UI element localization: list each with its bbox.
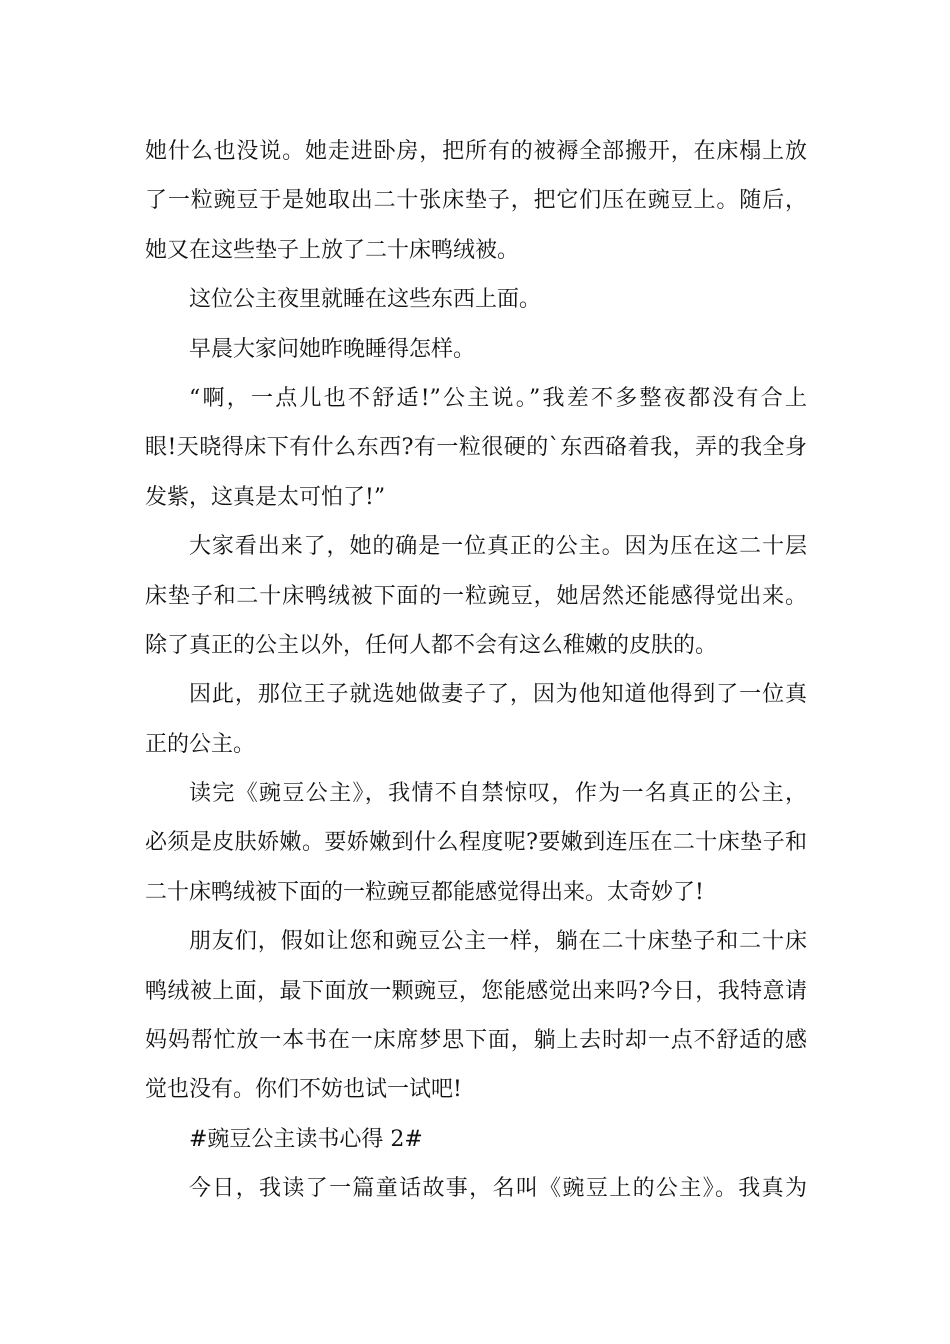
paragraph-line: 二十床鸭绒被下面的一粒豌豆都能感觉得出来。太奇妙了! xyxy=(145,879,704,905)
paragraph-line: 她又在这些垫子上放了二十床鸭绒被。 xyxy=(145,237,520,263)
paragraph-line: 朋友们，假如让您和豌豆公主一样，躺在二十床垫子和二十床 xyxy=(189,929,807,955)
paragraph-line: 床垫子和二十床鸭绒被下面的一粒豌豆，她居然还能感得觉出来。 xyxy=(145,583,807,609)
paragraph-line: 必须是皮肤娇嫩。要娇嫩到什么程度呢?要嫩到连压在二十床垫子和 xyxy=(145,830,807,856)
paragraph-line: 今日，我读了一篇童话故事，名叫《豌豆上的公主》。我真为 xyxy=(189,1176,807,1202)
document-body xyxy=(145,127,807,1214)
paragraph-line: 了一粒豌豆于是她取出二十张床垫子，把它们压在豌豆上。随后， xyxy=(145,188,807,214)
paragraph-line: 鸭绒被上面，最下面放一颗豌豆，您能感觉出来吗?今日，我特意请 xyxy=(145,978,807,1004)
paragraph-line: 因此，那位王子就选她做妻子了，因为他知道他得到了一位真 xyxy=(189,682,807,708)
paragraph-line: 眼!天晓得床下有什么东西?有一粒很硬的`东西硌着我，弄的我全身 xyxy=(145,435,807,461)
section-heading: #豌豆公主读书心得 2# xyxy=(189,1126,423,1152)
paragraph-line: “啊，一点儿也不舒适!”公主说。”我差不多整夜都没有合上 xyxy=(189,385,807,411)
paragraph-line: 觉也没有。你们不妨也试一试吧! xyxy=(145,1077,462,1103)
paragraph-line: 发紫，这真是太可怕了!” xyxy=(145,484,386,510)
paragraph-line: 妈妈帮忙放一本书在一床席梦思下面，躺上去时却一点不舒适的感 xyxy=(145,1028,807,1054)
paragraph-line: 读完《豌豆公主》，我情不自禁惊叹，作为一名真正的公主， xyxy=(189,781,807,807)
paragraph-line: 大家看出来了，她的确是一位真正的公主。因为压在这二十层 xyxy=(189,534,807,560)
paragraph-line: 早晨大家问她昨晚睡得怎样。 xyxy=(189,336,476,362)
paragraph-line: 她什么也没说。她走进卧房，把所有的被褥全部搬开，在床榻上放 xyxy=(145,139,807,164)
paragraph-line: 除了真正的公主以外，任何人都不会有这么稚嫩的皮肤的。 xyxy=(145,632,718,658)
paragraph-line: 这位公主夜里就睡在这些东西上面。 xyxy=(189,287,542,313)
paragraph-line: 正的公主。 xyxy=(145,731,256,757)
